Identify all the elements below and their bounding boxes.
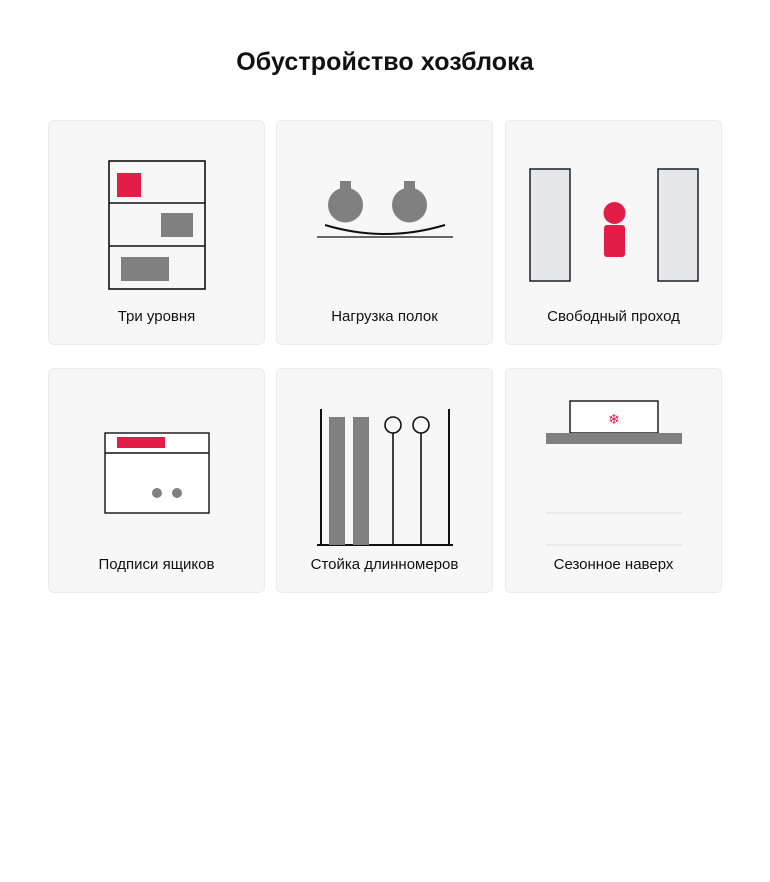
card-label: Стойка длинномеров [310, 556, 459, 573]
card-label: Сезонное наверх [553, 556, 674, 573]
three-level-shelf-icon [49, 121, 266, 301]
card-three-levels [48, 120, 265, 345]
card-seasonal-top [505, 368, 722, 593]
clear-passage-icon [506, 121, 723, 301]
card-label: Три уровня [117, 308, 196, 325]
card-shelf-load [276, 120, 493, 345]
page-title: Обустройство хозблока [236, 48, 534, 76]
card-label: Нагрузка полок [331, 308, 438, 325]
labeled-box-icon [49, 369, 266, 549]
card-label: Свободный проход [547, 308, 680, 325]
long-items-rack-icon [277, 369, 494, 549]
shelf-load-icon [277, 121, 494, 301]
seasonal-top-shelf-icon [506, 369, 723, 549]
card-long-items-rack [276, 368, 493, 593]
snowflake-icon: ❄ [608, 412, 620, 428]
card-label: Подписи ящиков [98, 556, 215, 573]
card-box-labels [48, 368, 265, 593]
card-clear-passage [505, 120, 722, 345]
